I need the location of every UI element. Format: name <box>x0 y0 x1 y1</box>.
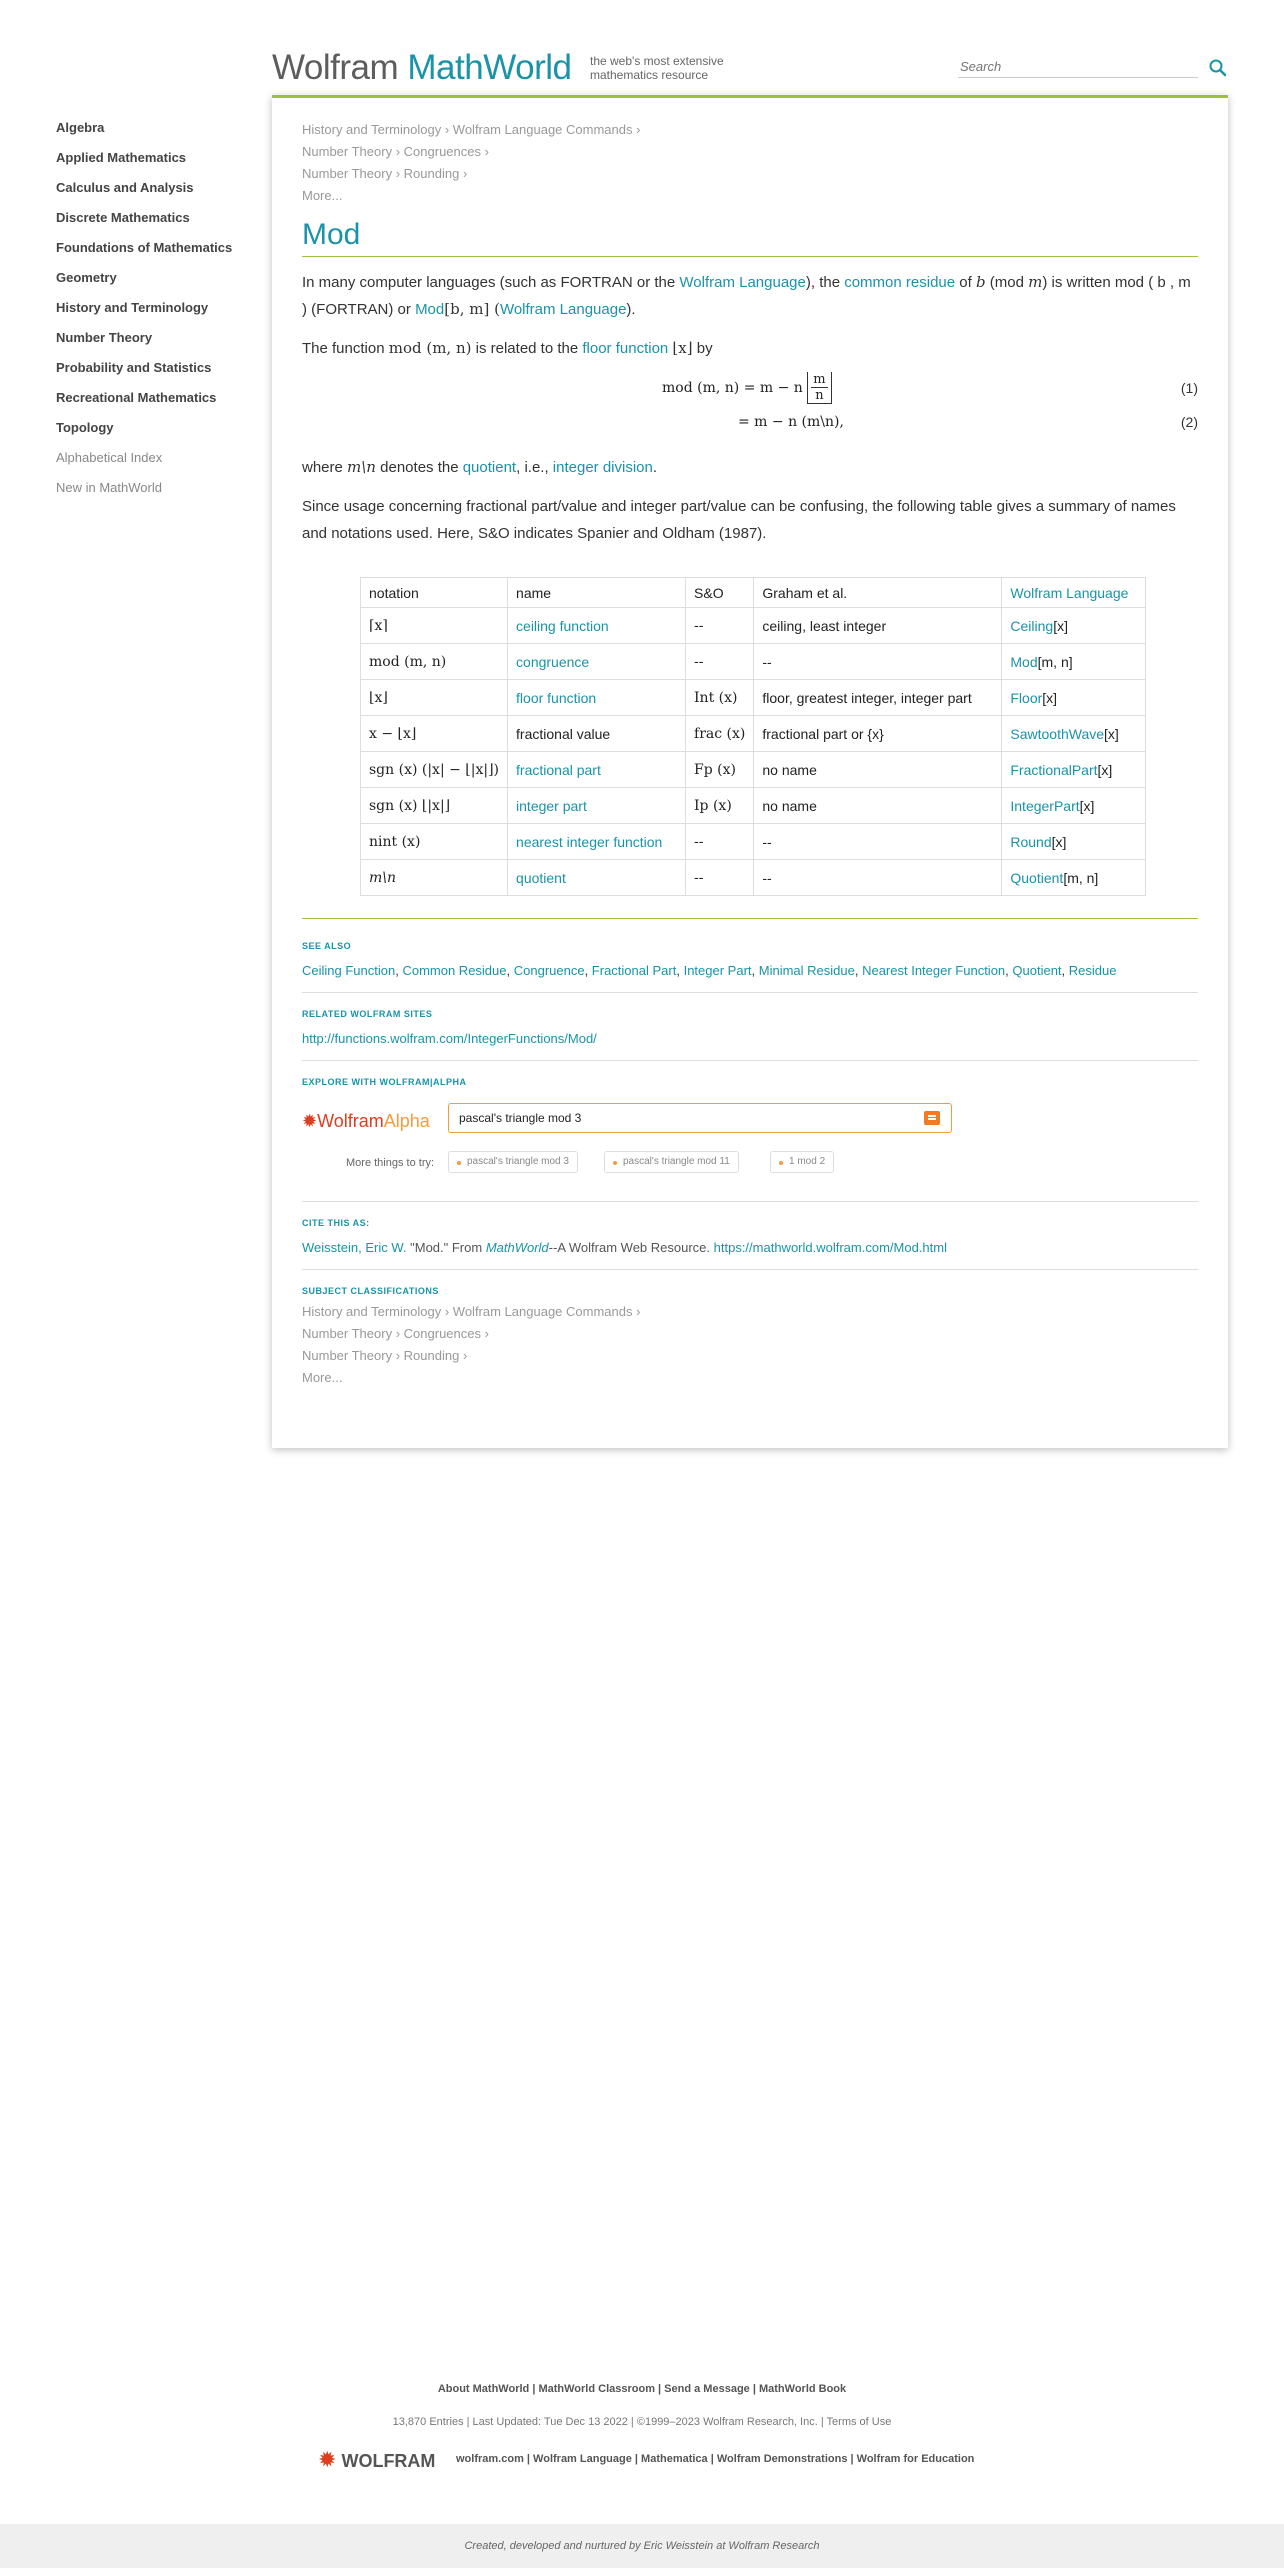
wl-function-link[interactable]: Ceiling <box>1010 617 1054 634</box>
wolfram-language-link[interactable]: Wolfram Language <box>679 274 806 291</box>
table-cell-name <box>508 608 686 644</box>
sidebar <box>56 118 256 508</box>
text: ), the <box>805 274 845 291</box>
table-cell-name <box>508 680 686 716</box>
subject-classifications-label: SUBJECT CLASSIFICATIONS <box>302 1286 439 1296</box>
text: (FORTRAN) or <box>307 301 416 318</box>
text: of <box>955 274 976 291</box>
breadcrumb-separator: › <box>484 144 489 159</box>
comma: , <box>584 963 592 978</box>
sidebar-item-calculus-and-analysis[interactable]: Calculus and Analysis <box>56 180 194 195</box>
table-cell-graham: ceiling, least integer <box>754 608 1002 644</box>
table-cell-name <box>508 824 686 860</box>
table-row <box>361 680 1146 716</box>
table-row <box>361 860 1146 896</box>
breadcrumb-separator: › <box>444 122 453 137</box>
breadcrumb-separator: › <box>395 144 404 159</box>
author-link[interactable]: Weisstein, Eric W. <box>302 1240 407 1255</box>
breadcrumb-separator: › <box>395 1348 404 1363</box>
wl-function-link[interactable]: Floor <box>1010 689 1043 706</box>
table-cell-notation: mod (m, n) <box>361 644 508 680</box>
breadcrumb-separator: › <box>462 1348 468 1363</box>
wl-arguments: [x] <box>1051 833 1067 850</box>
integer-division-link[interactable]: integer division <box>552 459 653 476</box>
footer-links[interactable]: About MathWorld | MathWorld Classroom | Send a Message | MathWorld Book <box>437 2383 847 2395</box>
table-cell-graham: fractional part or {x} <box>754 716 1002 752</box>
table-cell-notation: ⌊x⌋ <box>361 680 508 716</box>
equation-number: (2) <box>1180 414 1198 430</box>
table-cell-notation: sgn (x) (|x| − ⌊|x|⌋) <box>361 752 508 788</box>
table-cell-graham: no name <box>754 752 1002 788</box>
mod-link[interactable]: Mod <box>415 301 445 318</box>
text: "Mod." From <box>406 1240 486 1255</box>
article-content <box>302 120 1198 1390</box>
table-cell-so: Int (x) <box>686 680 754 716</box>
relation-paragraph <box>302 335 1198 362</box>
fraction <box>811 372 827 403</box>
text: ) is written <box>1042 274 1115 291</box>
table-cell-so: -- <box>686 860 754 896</box>
wolfram-alpha-row <box>302 1103 1198 1143</box>
wl-function-link[interactable]: SawtoothWave <box>1010 725 1105 742</box>
sidebar-item-discrete-mathematics[interactable]: Discrete Mathematics <box>56 210 190 225</box>
see-also-link[interactable]: Minimal Residue <box>758 963 855 978</box>
breadcrumb-separator: › <box>462 166 468 181</box>
text: The function <box>302 340 389 357</box>
sidebar-item-history-and-terminology[interactable]: History and Terminology <box>56 300 209 315</box>
logo-wolfram-text: Wolfram <box>272 48 399 87</box>
section-divider <box>302 992 1198 993</box>
wl-arguments: [x] <box>1079 797 1095 814</box>
text: denotes the <box>375 459 463 476</box>
table-header: notation <box>361 578 508 608</box>
sidebar-item-applied-mathematics[interactable]: Applied Mathematics <box>56 150 187 165</box>
table-header: Graham et al. <box>754 578 1002 608</box>
section-divider <box>302 918 1198 919</box>
classification-link[interactable]: History and Terminology <box>302 1304 442 1319</box>
table-cell-notation: nint (x) <box>361 824 508 860</box>
table-cell-so: frac (x) <box>686 716 754 752</box>
table-cell-graham: no name <box>754 788 1002 824</box>
wolfram-alpha-submit-icon[interactable] <box>924 1111 940 1125</box>
breadcrumb-separator: › <box>395 1326 404 1341</box>
quotient-link[interactable]: quotient <box>462 459 517 476</box>
classification-link[interactable]: Number Theory <box>302 1326 393 1341</box>
wl-function-link[interactable]: Quotient <box>1010 869 1064 886</box>
see-also-link[interactable]: Residue <box>1068 963 1117 978</box>
wolfram-site-links[interactable]: wolfram.com | Wolfram Language | Mathematica | Wolfram Demonstrations | Wolfram for Education <box>456 2453 975 2465</box>
table-cell-notation: sgn (x) ⌊|x|⌋ <box>361 788 508 824</box>
suggestion-chip[interactable]: pascal's triangle mod 11 <box>604 1151 739 1173</box>
breadcrumb-separator: › <box>636 122 641 137</box>
explore-section <box>302 1077 1198 1177</box>
see-also-link[interactable]: Congruence <box>513 963 585 978</box>
text: ). <box>626 301 636 318</box>
page-title: Mod <box>302 218 1198 257</box>
text: by <box>692 340 713 357</box>
table-header: name <box>508 578 686 608</box>
section-divider <box>302 1201 1198 1202</box>
explore-label: EXPLORE WITH WOLFRAM|ALPHA <box>302 1077 467 1087</box>
sidebar-item-geometry[interactable]: Geometry <box>56 270 117 285</box>
text: [b, m] ( <box>444 300 500 318</box>
name-link[interactable]: integer part <box>516 797 587 814</box>
suggestion-chip[interactable]: 1 mod 2 <box>770 1151 834 1173</box>
see-also-label: SEE ALSO <box>302 941 352 951</box>
mathworld-link[interactable]: MathWorld <box>485 1240 549 1255</box>
see-also-link[interactable]: Integer Part <box>683 963 752 978</box>
classification-row <box>302 1302 1198 1324</box>
breadcrumb <box>302 120 1198 208</box>
wl-arguments: [x] <box>1104 725 1119 742</box>
floor-function-link[interactable]: floor function <box>582 340 669 357</box>
text: . <box>652 459 658 476</box>
floor-bracket <box>807 372 831 404</box>
table-cell-notation: ⌈x⌉ <box>361 608 508 644</box>
breadcrumb-row <box>302 120 1198 142</box>
citation-url-link[interactable]: https://mathworld.wolfram.com/Mod.html <box>713 1240 947 1255</box>
equation-number: (1) <box>1180 380 1198 396</box>
footer-wolfram-bar <box>318 2447 1018 2473</box>
table-row <box>361 824 1146 860</box>
classification-row <box>302 1324 1198 1346</box>
cite-section <box>302 1218 1198 1255</box>
table-cell-name <box>508 752 686 788</box>
table-cell-wl <box>1002 824 1146 860</box>
intro-paragraph <box>302 269 1198 323</box>
see-also-link[interactable]: Quotient <box>1012 963 1062 978</box>
wolfram-language-link[interactable]: Wolfram Language <box>1010 584 1129 601</box>
breadcrumb-separator: › <box>395 166 404 181</box>
table-row <box>361 608 1146 644</box>
see-also-link[interactable]: Common Residue <box>402 963 507 978</box>
cite-label: CITE THIS AS: <box>302 1218 370 1228</box>
classification-more[interactable]: More... <box>302 1370 343 1385</box>
fraction-numerator: m <box>813 372 826 387</box>
table-cell-so: Fp (x) <box>686 752 754 788</box>
more-things-label: More things to try: <box>346 1157 435 1169</box>
related-sites-label: RELATED WOLFRAM SITES <box>302 1009 433 1019</box>
more-things-to-try <box>302 1151 1198 1177</box>
comma: , <box>1061 963 1069 978</box>
table-cell-wl <box>1002 644 1146 680</box>
math-b: b <box>975 273 986 291</box>
functions-wolfram-link[interactable]: http://functions.wolfram.com/IntegerFunctions/Mod/ <box>302 1031 597 1046</box>
table-cell-graham: -- <box>754 824 1002 860</box>
table-cell-wl <box>1002 860 1146 896</box>
table-cell-wl <box>1002 680 1146 716</box>
table-header-row <box>361 578 1146 608</box>
logo-text: Alpha <box>383 1111 430 1131</box>
wl-function-link[interactable]: Mod <box>1010 653 1038 670</box>
sidebar-item-probability-and-statistics[interactable]: Probability and Statistics <box>56 360 212 375</box>
wl-function-link[interactable]: FractionalPart <box>1010 761 1098 778</box>
wl-function-link[interactable]: IntegerPart <box>1010 797 1080 814</box>
text: In many computer languages (such as FORTRAN or the <box>302 274 680 291</box>
breadcrumb-separator: › <box>636 1304 641 1319</box>
comma: , <box>506 963 514 978</box>
table-cell-wl <box>1002 752 1146 788</box>
breadcrumb-more[interactable]: More... <box>302 188 343 203</box>
logo-text: Wolfram <box>317 1111 384 1131</box>
breadcrumb-separator: › <box>484 1326 489 1341</box>
article-card <box>272 95 1228 1448</box>
text: --A Wolfram Web Resource. <box>548 1240 714 1255</box>
sidebar-item-number-theory[interactable]: Number Theory <box>56 330 153 345</box>
sidebar-item-algebra[interactable]: Algebra <box>56 120 105 135</box>
wl-arguments: [m, n] <box>1037 653 1073 670</box>
breadcrumb-link[interactable]: Number Theory <box>302 144 393 159</box>
related-sites-section <box>302 1009 1198 1046</box>
breadcrumb-link[interactable]: Congruences <box>403 144 481 159</box>
suggestion-chip[interactable]: pascal's triangle mod 3 <box>448 1151 578 1173</box>
wl-arguments: [x] <box>1042 689 1058 706</box>
classification-link[interactable]: Wolfram Language Commands <box>452 1304 633 1319</box>
math-m: m <box>1028 273 1043 291</box>
wl-arguments: [x] <box>1053 617 1068 634</box>
logo-mathworld-text: MathWorld <box>407 48 572 87</box>
table-cell-name <box>508 644 686 680</box>
subject-classifications-section <box>302 1286 1198 1390</box>
comma: , <box>1005 963 1013 978</box>
wl-arguments: [x] <box>1097 761 1113 778</box>
breadcrumb-link[interactable]: Rounding <box>403 166 460 181</box>
breadcrumb-link[interactable]: Number Theory <box>302 166 393 181</box>
wl-function-link[interactable]: Round <box>1010 833 1052 850</box>
section-divider <box>302 1060 1198 1061</box>
section-divider <box>302 1269 1198 1270</box>
table-cell-name <box>508 860 686 896</box>
name-link[interactable]: fractional part <box>516 761 601 778</box>
breadcrumb-separator: › <box>444 1304 453 1319</box>
table-cell-notation: x − ⌊x⌋ <box>361 716 508 752</box>
see-also-link[interactable]: Ceiling Function <box>302 963 396 978</box>
table-header-link[interactable] <box>1002 578 1146 608</box>
wolfram-language-link[interactable]: Wolfram Language <box>499 301 627 318</box>
search-input[interactable] <box>958 56 1198 78</box>
wolfram-logo-text: WOLFRAM <box>341 2451 436 2471</box>
code-expression: mod ( b , m ) <box>302 274 1191 318</box>
table-cell-graham: -- <box>754 860 1002 896</box>
sidebar-item-recreational-mathematics[interactable]: Recreational Mathematics <box>56 390 217 405</box>
classification-link[interactable]: Congruences <box>403 1326 481 1341</box>
math-expression: m\n <box>347 458 376 476</box>
text: where <box>302 459 348 476</box>
breadcrumb-link[interactable]: Wolfram Language Commands <box>452 122 633 137</box>
related-sites-links <box>302 1031 1198 1046</box>
equation-1 <box>662 372 832 404</box>
table-cell-so: -- <box>686 644 754 680</box>
comma: , <box>676 963 684 978</box>
search-icon[interactable] <box>1208 58 1228 78</box>
text: is related to the <box>471 340 583 357</box>
table-cell-graham: floor, greatest integer, integer part <box>754 680 1002 716</box>
math-expression: ⌊x⌋ <box>672 339 693 357</box>
notation-table <box>360 577 1146 896</box>
sidebar-item-alphabetical-index[interactable]: Alphabetical Index <box>56 450 163 465</box>
breadcrumb-row <box>302 164 1198 186</box>
wl-arguments: [m, n] <box>1063 869 1099 886</box>
classification-link[interactable]: Rounding <box>403 1348 460 1363</box>
quotient-paragraph <box>302 454 1198 481</box>
citation-text <box>302 1240 1198 1255</box>
text: (mod <box>985 274 1029 291</box>
comma: , <box>395 963 403 978</box>
table-row <box>361 752 1146 788</box>
wolfram-spikey-icon: ✹ <box>318 2447 337 2472</box>
footer-stats: 13,870 Entries | Last Updated: Tue Dec 13 2022 | ©1999–2023 Wolfram Research, Inc. | Terms of Use <box>392 2416 892 2428</box>
comma: , <box>751 963 759 978</box>
name-link[interactable]: congruence <box>516 653 590 670</box>
table-cell-wl <box>1002 788 1146 824</box>
summary-paragraph: Since usage concerning fractional part/value and integer part/value can be confusing, the following table gives a summary of names and notations used. Here, S&O indicates Spanier and Oldham (1987). <box>302 498 1176 542</box>
table-cell-wl <box>1002 716 1146 752</box>
table-cell-so: -- <box>686 824 754 860</box>
table-row <box>361 788 1146 824</box>
tagline: the web's most extensive mathematics resource <box>590 54 724 82</box>
wolfram-alpha-logo[interactable] <box>302 1111 430 1132</box>
breadcrumb-row <box>302 142 1198 164</box>
name-link[interactable]: ceiling function <box>516 617 609 634</box>
text: , i.e., <box>516 459 553 476</box>
classification-row <box>302 1346 1198 1368</box>
credit-bar: Created, developed and nurtured by Eric Weisstein at Wolfram Research <box>0 2524 1284 2568</box>
table-cell-name <box>508 788 686 824</box>
table-row <box>361 716 1146 752</box>
table-row <box>361 644 1146 680</box>
table-cell-so: Ip (x) <box>686 788 754 824</box>
math-expression: mod (m, n) <box>388 339 472 357</box>
see-also-section <box>302 941 1198 978</box>
table-cell-notation: m\n <box>361 860 508 896</box>
site-header <box>272 44 1228 96</box>
common-residue-link[interactable]: common residue <box>844 274 956 291</box>
mathworld-logo[interactable] <box>272 48 571 88</box>
name-link[interactable]: quotient <box>516 869 566 886</box>
sidebar-item-foundations-of-mathematics[interactable]: Foundations of Mathematics <box>56 240 233 255</box>
see-also-link[interactable]: Nearest Integer Function <box>862 963 1006 978</box>
see-also-link[interactable]: Fractional Part <box>591 963 677 978</box>
equation-2: = m − n (m\n), <box>738 414 844 430</box>
table-cell-graham: -- <box>754 644 1002 680</box>
table-header: S&O <box>686 578 754 608</box>
table-cell-name: fractional value <box>508 716 686 752</box>
fraction-denominator: n <box>815 388 824 403</box>
name-link[interactable]: floor function <box>516 689 597 706</box>
sidebar-item-topology[interactable]: Topology <box>56 420 114 435</box>
sidebar-item-new-in-mathworld[interactable]: New in MathWorld <box>56 480 162 495</box>
equation-block <box>302 372 1198 442</box>
classification-link[interactable]: Number Theory <box>302 1348 393 1363</box>
see-also-links <box>302 963 1198 978</box>
equation-rhs: = m − n <box>743 380 803 396</box>
name-link[interactable]: nearest integer function <box>516 833 663 850</box>
table-cell-wl <box>1002 608 1146 644</box>
wolfram-star-icon: ✹ <box>302 1111 318 1131</box>
breadcrumb-link[interactable]: History and Terminology <box>302 122 442 137</box>
wolfram-logo[interactable] <box>318 2447 435 2473</box>
table-cell-so: -- <box>686 608 754 644</box>
comma: , <box>854 963 863 978</box>
equation-lhs: mod (m, n) <box>662 380 740 396</box>
wolfram-alpha-input[interactable] <box>448 1103 952 1133</box>
